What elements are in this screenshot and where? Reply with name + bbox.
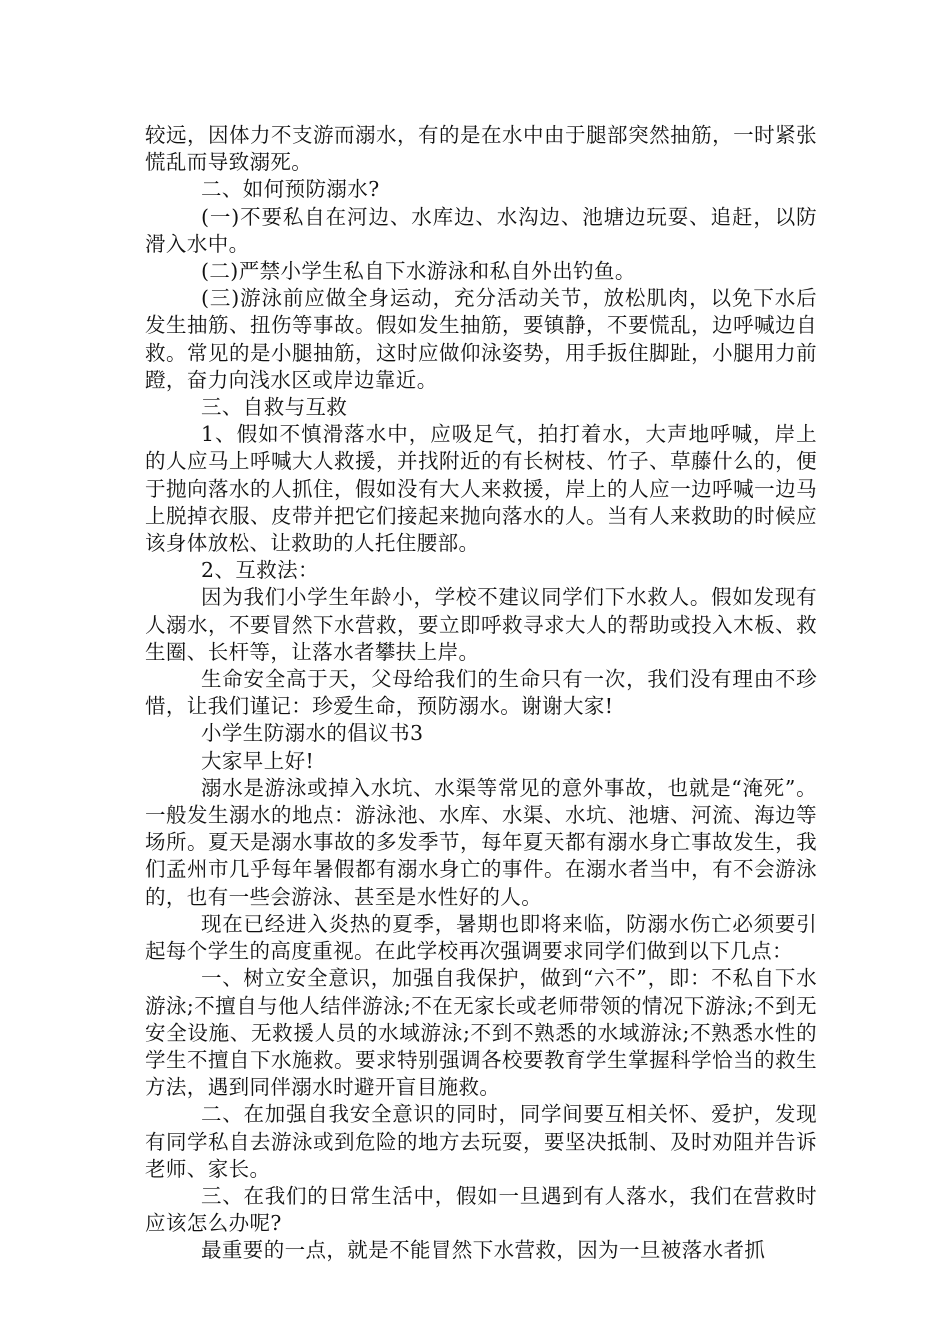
paragraph: 三、在我们的日常生活中，假如一旦遇到有人落水，我们在营救时应该怎么办呢? <box>145 1183 817 1236</box>
paragraph: 生命安全高于天，父母给我们的生命只有一次，我们没有理由不珍惜，让我们谨记：珍爱生命，预防溺水。谢谢大家! <box>145 667 817 719</box>
paragraph: (一)不要私自在河边、水库边、水沟边、池塘边玩耍、追赶，以防滑入水中。 <box>145 204 817 256</box>
section-heading: 三、自救与互救 <box>201 395 348 420</box>
paragraph: (二)严禁小学生私自下水游泳和私自外出钓鱼。 <box>201 259 636 284</box>
paragraph: (三)游泳前应做全身运动，充分活动关节，放松肌肉，以免下水后发生抽筋、扭伤等事故。假如发生抽筋，要镇静，不要慌乱，边呼喊边自救。常见的是小腿抽筋，这时应做仰泳姿势，用手扳住脚趾，小腿用力前蹬，奋力向浅水区或岸边靠近。 <box>145 286 817 392</box>
paragraph: 二、在加强自我安全意识的同时，同学间要互相关怀、爱护，发现有同学私自去游泳或到危险的地方去玩耍，要坚决抵制、及时劝阻并告诉老师、家长。 <box>145 1102 817 1181</box>
paragraph: 较远，因体力不支游而溺水，有的是在水中由于腿部突然抽筋，一时紧张慌乱而导致溺死。 <box>145 123 817 175</box>
document-body <box>145 122 817 1265</box>
paragraph: 溺水是游泳或掉入水坑、水渠等常见的意外事故，也就是“淹死”。一般发生溺水的地点：游泳池、水库、水渠、水坑、池塘、河流、海边等场所。夏天是溺水事故的多发季节，每年夏天都有溺水身亡事故发生，我们孟州市几乎每年暑假都有溺水身亡的事件。在溺水者当中，有不会游泳的，也有一些会游泳、甚至是水性好的人。 <box>145 775 817 909</box>
greeting: 大家早上好! <box>201 748 315 773</box>
paragraph: 2、互救法： <box>201 558 319 583</box>
document-subtitle: 小学生防溺水的倡议书3 <box>201 721 424 746</box>
paragraph: 1、假如不慎滑落水中，应吸足气，拍打着水，大声地呼喊，岸上的人应马上呼喊大人救援，并找附近的有长树枝、竹子、草藤什么的，便于抛向落水的人抓住，假如没有大人来救援，岸上的人应一边呼喊一边马上脱掉衣服、皮带并把它们接起来抛向落水的人。当有人来救助的时候应该身体放松、让救助的人托住腰部。 <box>145 422 817 556</box>
paragraph: 一、树立安全意识，加强自我保护，做到“六不”，即：不私自下水游泳;不擅自与他人结伴游泳;不在无家长或老师带领的情况下游泳;不到无安全设施、无救援人员的水域游泳;不到不熟悉的水域游泳;不熟悉水性的学生不擅自下水施救。要求特别强调各校要教育学生掌握科学恰当的救生方法，遇到同伴溺水时避开盲目施救。 <box>145 966 817 1100</box>
paragraph: 最重要的一点，就是不能冒然下水营救，因为一旦被落水者抓 <box>201 1238 766 1263</box>
section-heading: 二、如何预防溺水? <box>201 177 380 202</box>
paragraph: 因为我们小学生年龄小，学校不建议同学们下水救人。假如发现有人溺水，不要冒然下水营救，要立即呼救寻求大人的帮助或投入木板、救生圈、长杆等，让落水者攀扶上岸。 <box>145 585 817 664</box>
paragraph: 现在已经进入炎热的夏季，暑期也即将来临，防溺水伤亡必须要引起每个学生的高度重视。在此学校再次强调要求同学们做到以下几点： <box>145 911 817 964</box>
